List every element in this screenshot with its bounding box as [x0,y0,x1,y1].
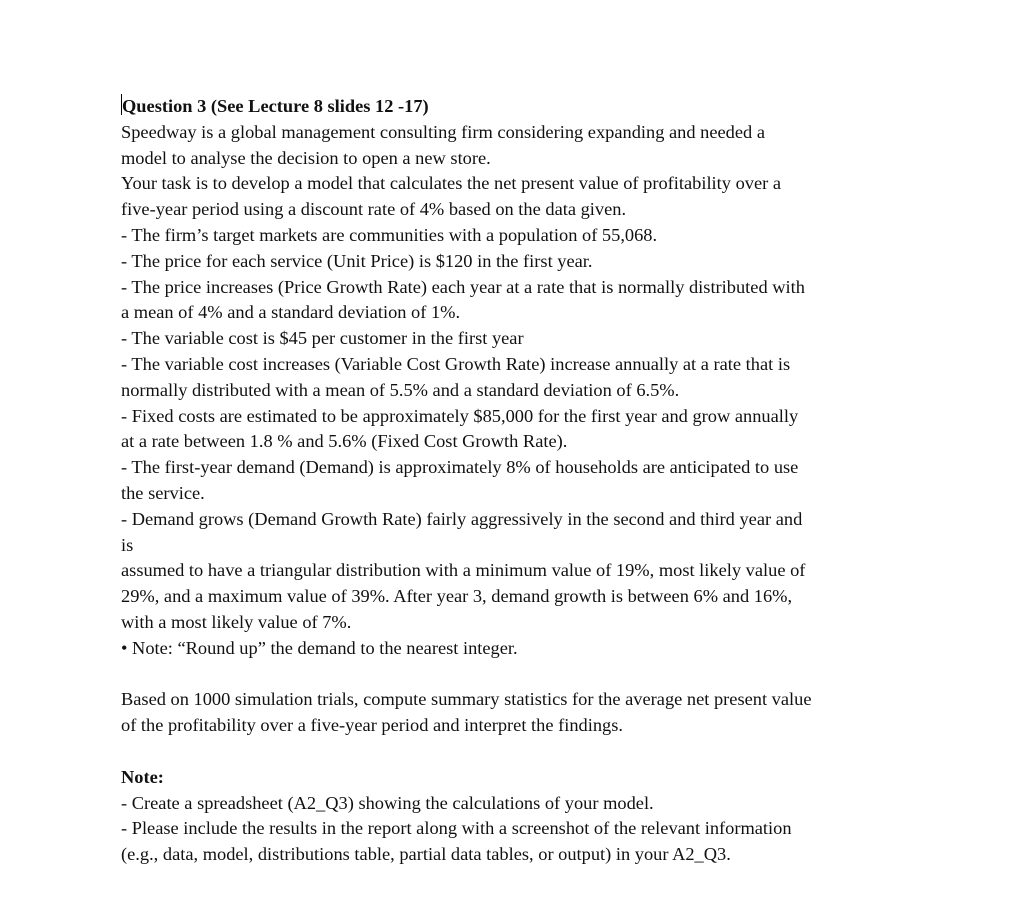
body-line: Your task is to develop a model that calculates the net present value of profitability over a [121,173,782,194]
body-line: - Fixed costs are estimated to be approximately $85,000 for the first year and grow annually [121,405,799,426]
body-line: - The price for each service (Unit Price) is $120 in the first year. [121,250,593,271]
question-title [121,94,911,120]
body-line: - The price increases (Price Growth Rate) each year at a rate that is normally distributed with [121,276,805,297]
note-section [121,765,911,868]
body-line: assumed to have a triangular distribution with a minimum value of 19%, most likely value of [121,560,806,581]
paragraph-spacer [121,739,911,765]
body-line: normally distributed with a mean of 5.5% and a standard deviation of 6.5%. [121,379,680,400]
task-line: Based on 1000 simulation trials, compute summary statistics for the average net present value [121,689,812,710]
body-line: with a most likely value of 7%. [121,611,352,632]
body-line: model to analyse the decision to open a new store. [121,147,491,168]
note-heading: Note: [121,766,164,787]
body-line: - The firm’s target markets are communities with a population of 55,068. [121,224,658,245]
task-paragraph [121,687,911,739]
note-line: - Please include the results in the report along with a screenshot of the relevant information [121,818,792,839]
body-line: - The variable cost increases (Variable Cost Growth Rate) increase annually at a rate that is [121,353,791,374]
body-line: • Note: “Round up” the demand to the nearest integer. [121,637,518,658]
task-line: of the profitability over a five-year period and interpret the findings. [121,715,623,736]
body-line: 29%, and a maximum value of 39%. After year 3, demand growth is between 6% and 16%, [121,586,793,607]
note-line: - Create a spreadsheet (A2_Q3) showing the calculations of your model. [121,792,654,813]
document-page [121,94,911,868]
question-title-text: Question 3 (See Lecture 8 slides 12 -17) [122,96,429,116]
paragraph-spacer [121,662,911,688]
body-line: is [121,534,134,555]
body-line: a mean of 4% and a standard deviation of 1%. [121,302,461,323]
body-line: - Demand grows (Demand Growth Rate) fairly aggressively in the second and third year and [121,508,803,529]
body-line: five-year period using a discount rate of 4% based on the data given. [121,199,627,220]
note-line: (e.g., data, model, distributions table, partial data tables, or output) in your A2_Q3. [121,844,731,865]
body-line: - The first-year demand (Demand) is approximately 8% of households are anticipated to use [121,457,799,478]
body-line: Speedway is a global management consulting firm considering expanding and needed a [121,121,765,142]
body-line: - The variable cost is $45 per customer in the first year [121,328,524,349]
question-body [121,120,911,662]
body-line: at a rate between 1.8 % and 5.6% (Fixed Cost Growth Rate). [121,431,568,452]
body-line: the service. [121,482,205,503]
